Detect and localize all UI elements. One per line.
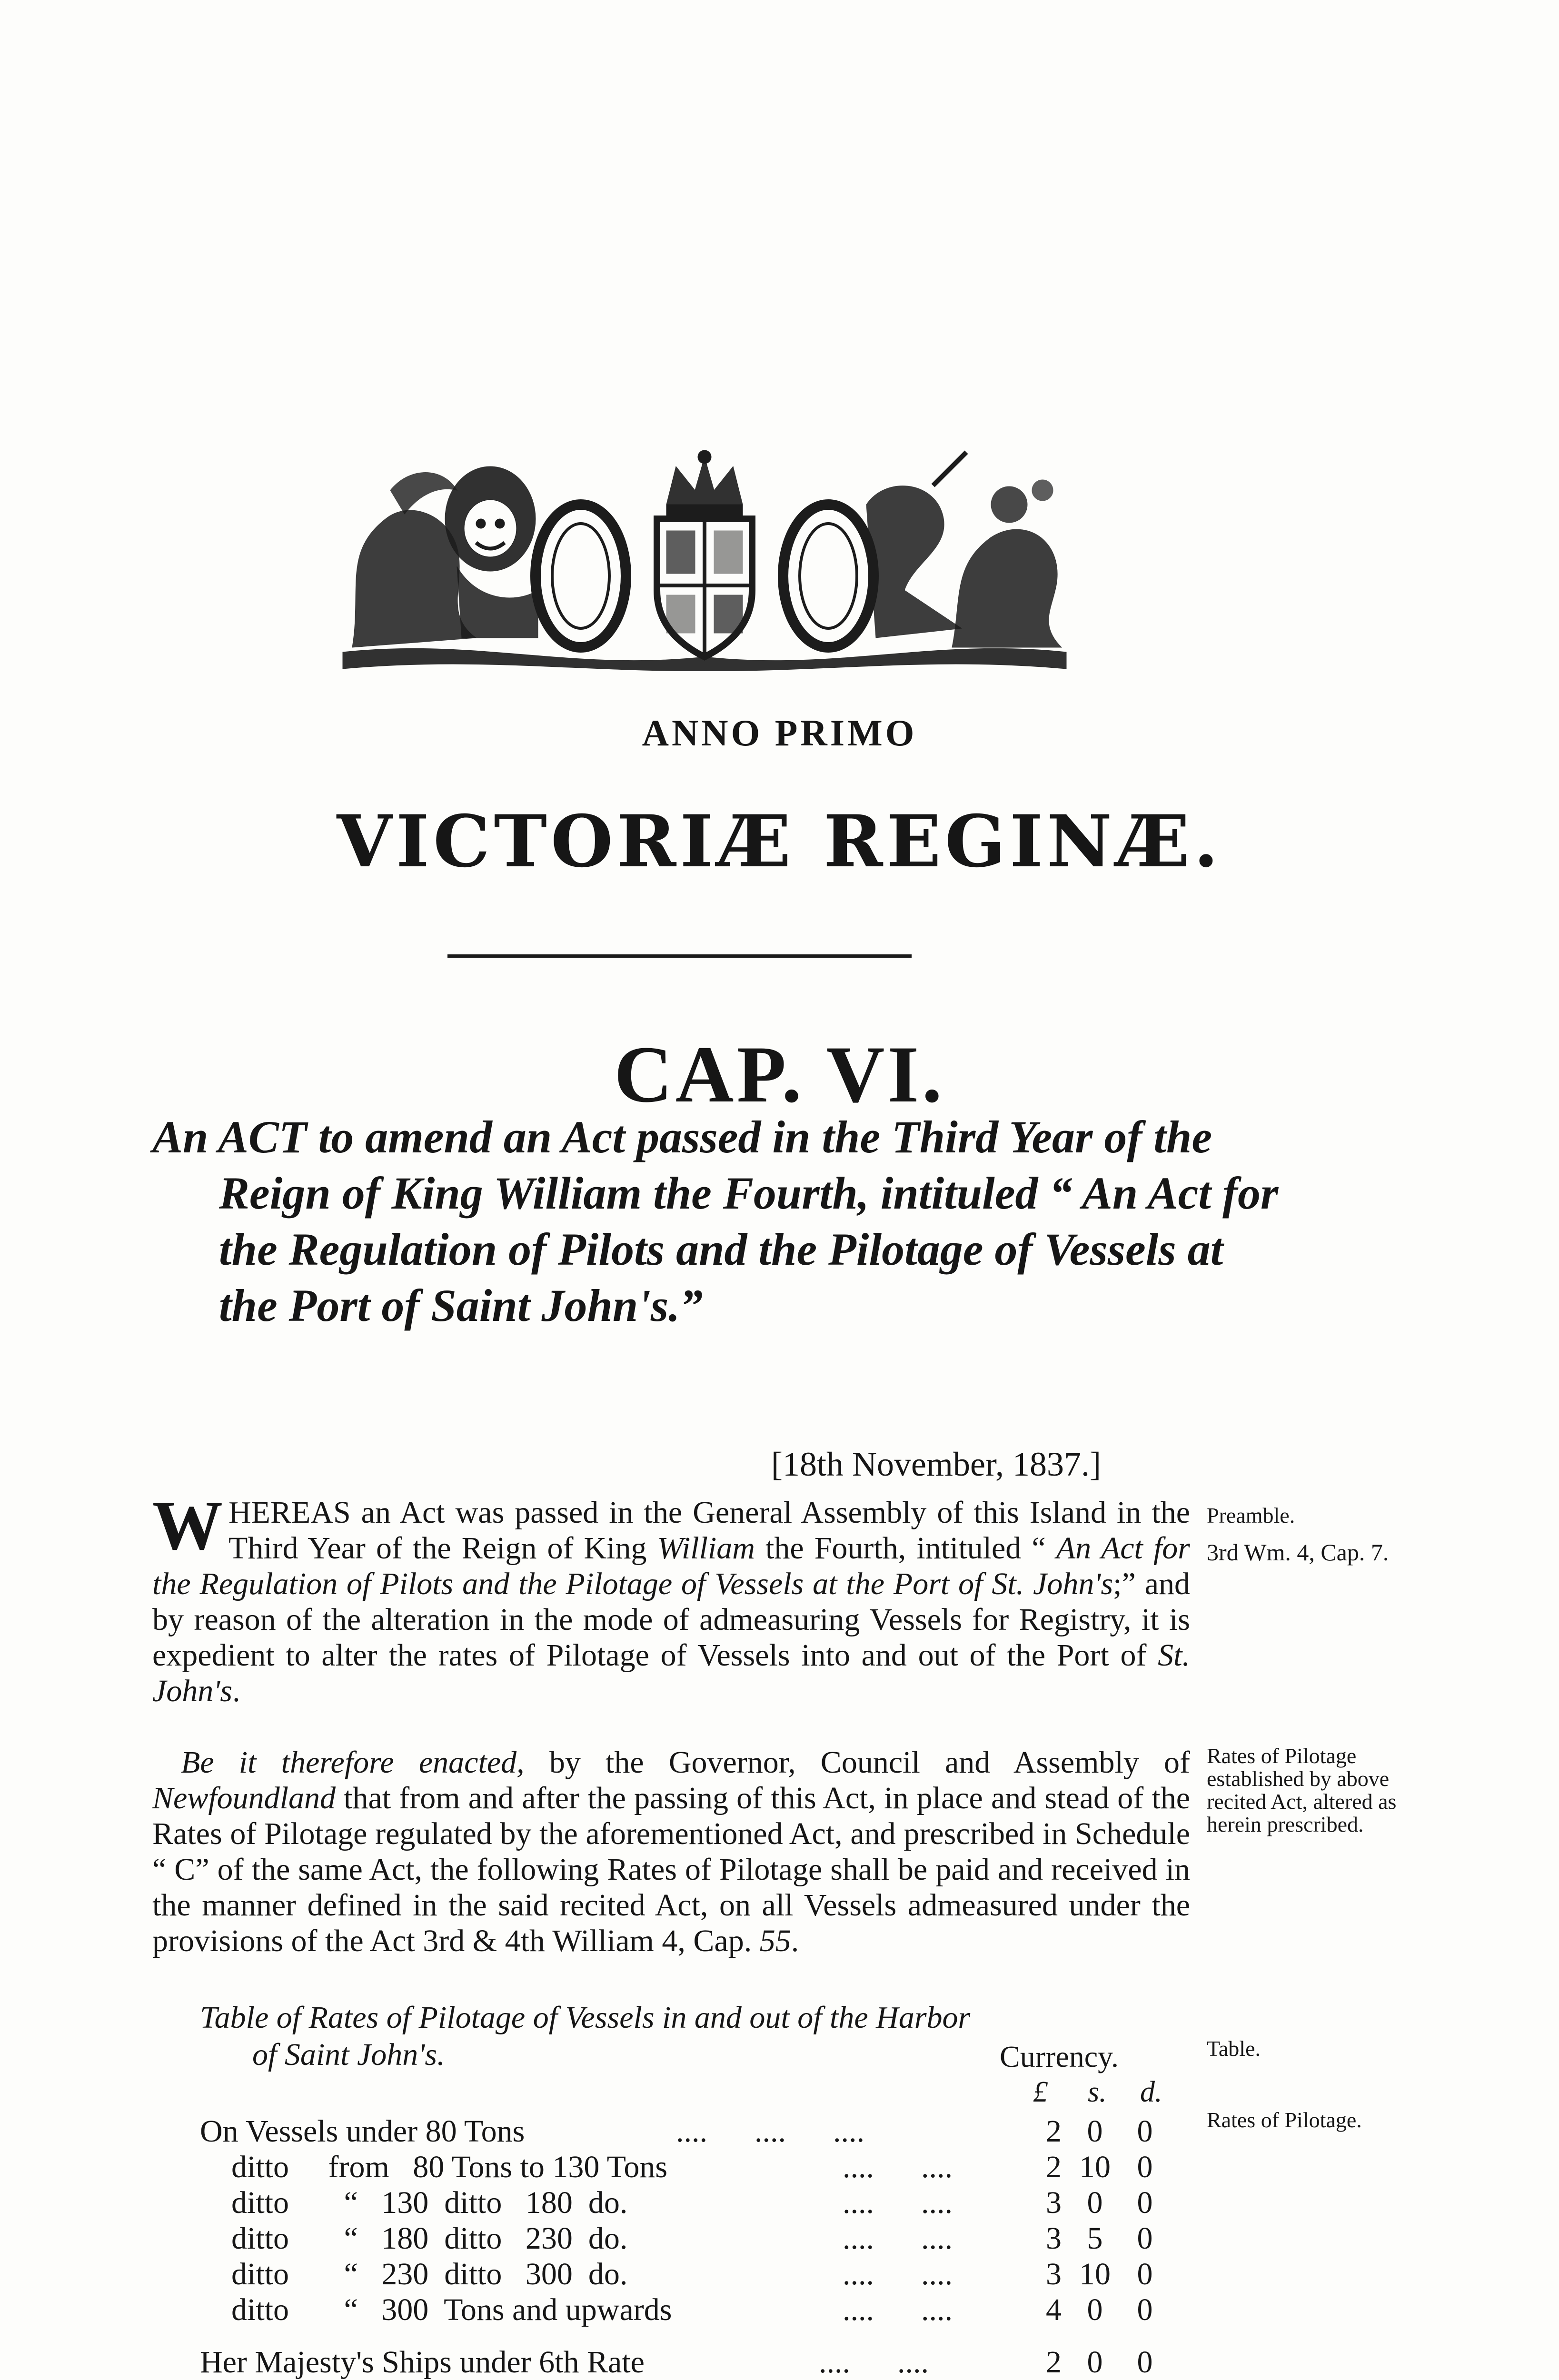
shillings-unit: s. [1088, 2076, 1107, 2108]
royal-arms-emblem [333, 447, 1076, 671]
act-title: An ACT to amend an Act passed in the Third Year of the Reign of King William the Fourth, intituled “ An Act for the Regulation of Pilots and the Pilotage of Vessels at the Port of Saint John's.” [152, 1111, 1279, 1331]
table-row: ditto “ 300 Tons and upwards .... .... 4 0 0 [200, 2292, 1153, 2327]
margin-note-preamble: Preamble. [1207, 1503, 1295, 1527]
margin-note-rates: Rates of Pilotage. [1207, 2108, 1362, 2132]
table-row: ditto from 80 Tons to 130 Tons .... .... 2 10 0 [200, 2150, 1153, 2184]
table-row: Her Majesty's Ships under 6th Rate .... .... 2 0 0 [200, 2345, 1153, 2380]
enactment-paragraph: Be it therefore enacted, by the Governor, Council and Assembly of Newfoundland that from and after the passing of this Act, in place and stead of the Rates of Pilotage regulated by the aforementioned Act, and prescribed in Schedule “ C” of the same Act, the following Rates of Pilotage shall be paid and received in the manner defined in the said recited Act, on all Vessels admeasured under the provisions of the Act 3rd & 4th William 4, Cap. 55. [152, 1745, 1191, 1958]
margin-note-rates-altered: Rates of Pilotage established by above recited Act, altered as herein prescribed. [1207, 1744, 1397, 1836]
anno-heading: ANNO PRIMO [642, 712, 917, 754]
table-row: ditto “ 130 ditto 180 do. .... .... 3 0 0 [200, 2185, 1153, 2220]
table-row: ditto “ 180 ditto 230 do. .... .... 3 5 0 [200, 2221, 1153, 2256]
table-row: ditto “ 230 ditto 300 do. .... .... 3 10 0 [200, 2257, 1153, 2291]
pounds-unit: £ [1033, 2076, 1048, 2108]
margin-note-reference: 3rd Wm. 4, Cap. 7. [1207, 1539, 1389, 1566]
act-date: [18th November, 1837.] [771, 1445, 1101, 1483]
table-row: On Vessels under 80 Tons .... .... .... 2 0 0 [200, 2114, 1153, 2149]
regnal-heading: VICTORIÆ REGINÆ. [337, 800, 1222, 883]
table-caption: Table of Rates of Pilotage of Vessels in and out of the Harbor of Saint John's. [200, 2000, 971, 2072]
preamble-paragraph: WHEREAS an Act was passed in the General Assembly of this Island in the Third Year of the Reign of King William the Fourth, intituled “ An Act for the Regulation of Pilots and the Pilotage of Vessels at the Port of St. John's;” and by reason of the alteration in the mode of admeasuring Vessels for Registry, it is expedient to alter the rates of Pilotage of Vessels into and out of the Port of St. John's. [152, 1487, 1190, 1708]
margin-note-table: Table. [1207, 2036, 1261, 2061]
chapter-heading: CAP. VI. [614, 1030, 945, 1119]
drop-cap: W [152, 1487, 223, 1565]
pence-unit: d. [1140, 2076, 1162, 2108]
section-divider [447, 954, 912, 958]
currency-header: Currency. [1000, 2040, 1119, 2073]
